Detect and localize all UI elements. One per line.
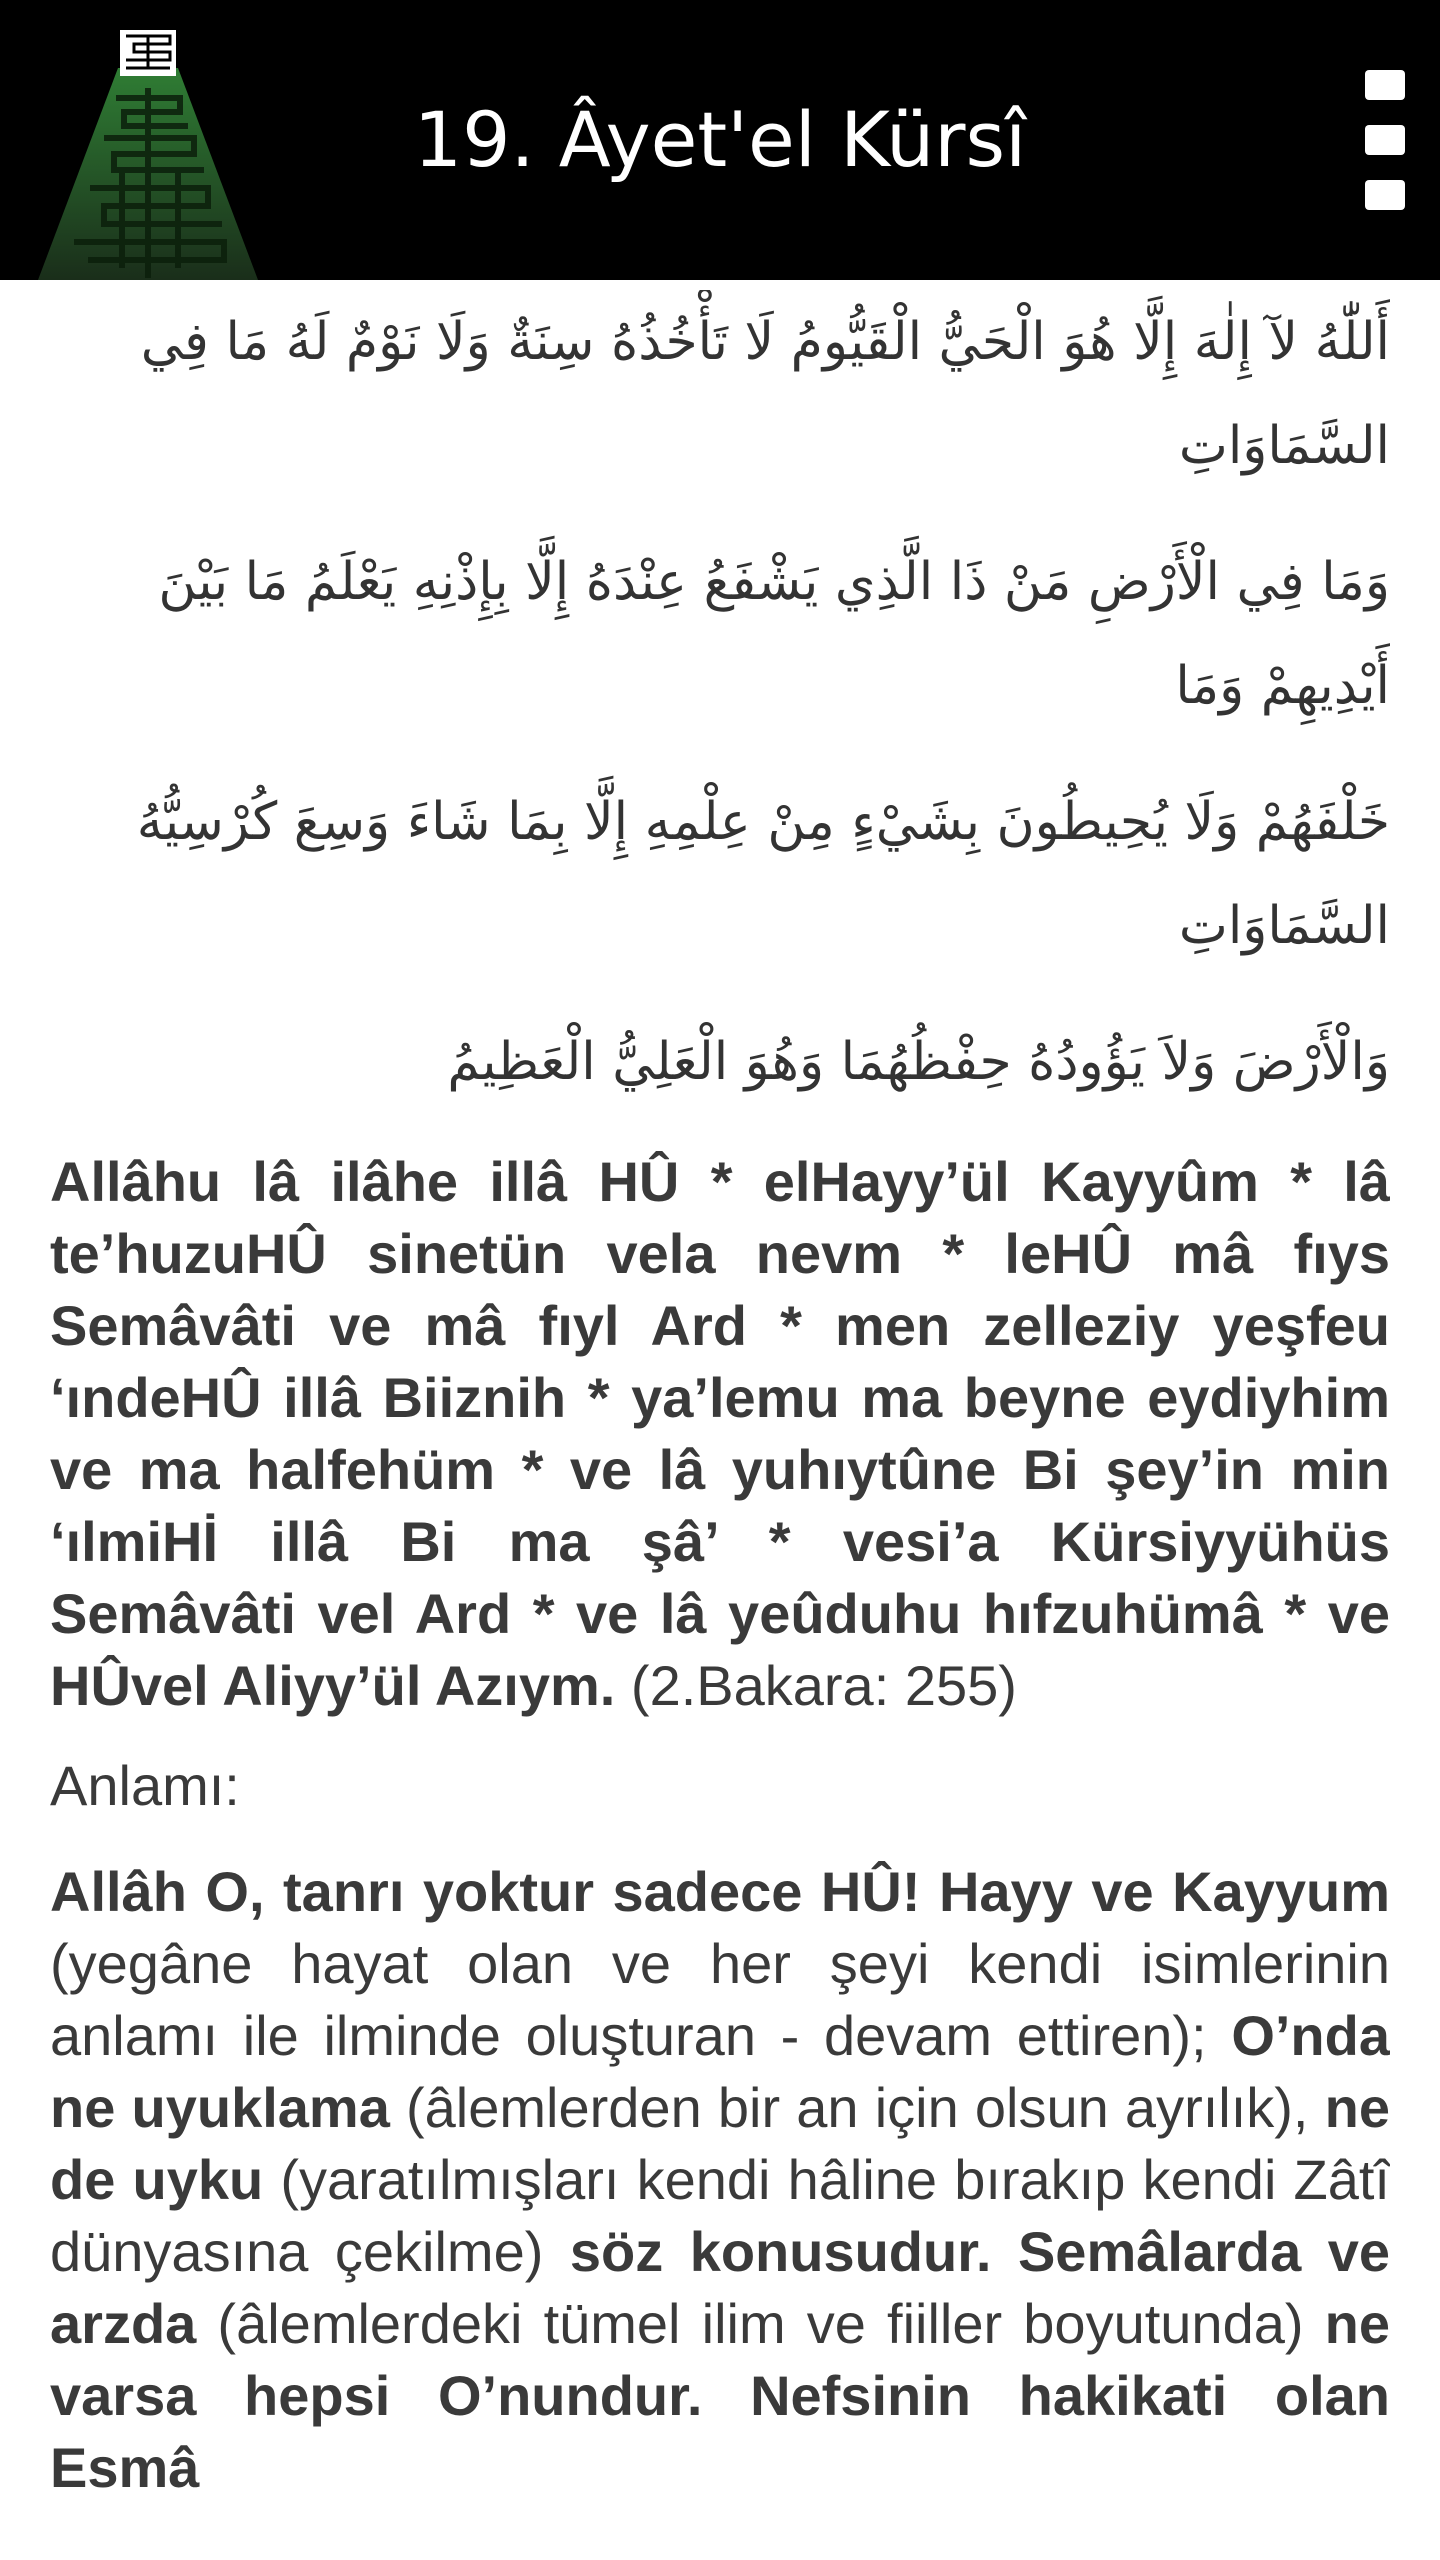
arabic-verse-line-4: وَالْأَرْضَ وَلاَ يَؤُودُهُ حِفْظُهُمَا وَهُوَ الْعَلِيُّ الْعَظِيمُ xyxy=(447,1032,1390,1092)
overflow-menu-icon-dot-3 xyxy=(1365,180,1405,210)
calligraphy-logo-icon xyxy=(38,28,258,280)
meaning-text-3: (yaratılmışları kendi hâline bırakıp kendi Zâtî dünyasına çekilme) xyxy=(50,2148,1390,2283)
meaning-text-4: (âlemlerdeki tümel ilim ve fiiller boyutunda) xyxy=(196,2292,1325,2355)
meaning-bold-4: söz konusudur. Semâlarda ve arzda xyxy=(50,2220,1390,2355)
meaning-text-2: (âlemlerden bir an için olsun ayrılık), xyxy=(389,2076,1325,2139)
overflow-menu-icon-dot-2 xyxy=(1365,125,1405,155)
meaning-label: Anlamı: xyxy=(50,1754,240,1817)
overflow-menu-icon xyxy=(1365,70,1405,100)
overflow-menu-button[interactable] xyxy=(1340,70,1430,210)
verse-reference: (2.Bakara: 255) xyxy=(615,1654,1017,1717)
arabic-verse-line-3: خَلْفَهُمْ وَلَا يُحِيطُونَ بِشَيْءٍ مِنْ عِلْمِهِ إِلَّا بِمَا شَاءَ وَسِعَ كُرْسِيُّهُ السَّمَاوَاتِ xyxy=(136,792,1390,956)
arabic-verse-line-2: وَمَا فِي الْأَرْضِ مَنْ ذَا الَّذِي يَشْفَعُ عِنْدَهُ إِلَّا بِإِذْنِهِ يَعْلَمُ مَا بَيْنَ أَيْدِيهِمْ وَمَا xyxy=(158,552,1390,716)
arabic-verse-line-1: أَللّٰهُ لآ إِلٰهَ إِلَّا هُوَ الْحَيُّ الْقَيُّومُ لَا تَأْخُذُهُ سِنَةٌ وَلَا نَوْمٌ لَهُ مَا فِي السَّمَاوَاتِ xyxy=(140,312,1390,476)
meaning-text xyxy=(50,1856,1390,2504)
meaning-bold-5: ne varsa hepsi O’nundur. Nefsinin hakikati olan Esmâ xyxy=(50,2292,1390,2499)
meaning-text-1: (yegâne hayat olan ve her şeyi kendi isimlerinin anlamı ile ilminde oluşturan - devam ettiren); xyxy=(50,1932,1390,2067)
meaning-bold-2: O’nda ne uyuklama xyxy=(50,2004,1390,2139)
meaning-bold-1: Allâh O, tanrı yoktur sadece HÛ! Hayy ve Kayyum xyxy=(50,1860,1390,1923)
meaning-bold-3: ne de uyku xyxy=(50,2076,1390,2211)
transliteration xyxy=(50,1146,1390,1722)
app-bar xyxy=(0,0,1440,280)
page-title: 19. Âyet'el Kürsî xyxy=(413,95,1027,184)
verse-content[interactable] xyxy=(50,290,1390,2560)
transliteration-text: Allâhu lâ ilâhe illâ HÛ * elHayy’ül Kayyûm * lâ te’huzuHÛ sinetün vela nevm * leHÛ mâ fıys Semâvâti ve mâ fıyl Ard * men zelleziy yeşfeu ‘ındeHÛ illâ Biiznih * ya’lemu ma beyne eydiyhim ve ma halfehüm * ve lâ yuhıytûne Bi şey’in min ‘ılmiHİ illâ Bi ma şâ’ * vesi’a Kürsiyyühüs Semâvâti vel Ard * ve lâ yeûduhu hıfzuhümâ * ve HÛvel Aliyy’ül Azıym. xyxy=(50,1150,1390,1717)
